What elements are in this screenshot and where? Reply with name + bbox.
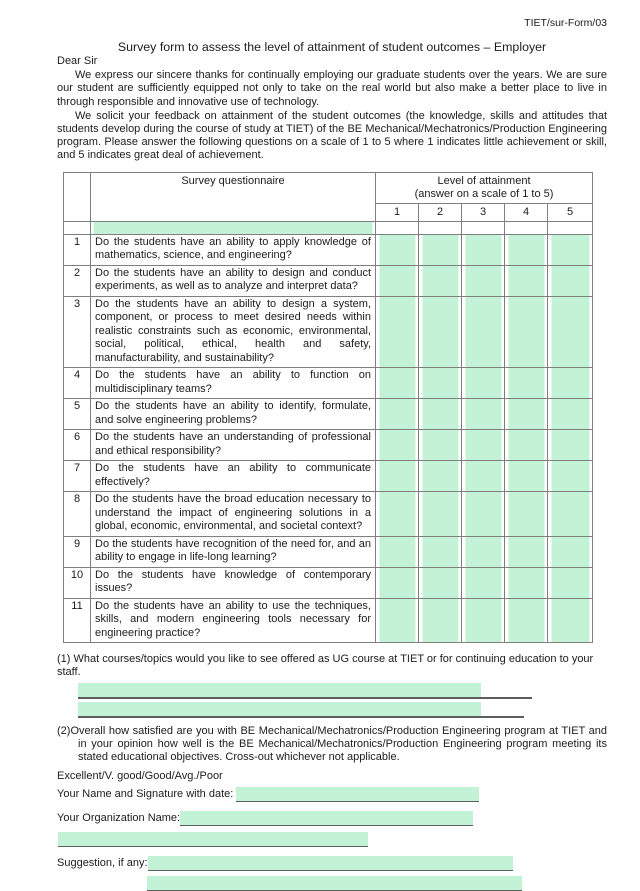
rating-cell-5[interactable] — [548, 399, 593, 430]
rating-cell-5[interactable] — [548, 296, 593, 368]
header-questionnaire: Survey questionnaire — [91, 172, 376, 221]
rating-cell-4[interactable] — [505, 234, 548, 265]
answer-field-1[interactable] — [78, 683, 481, 697]
rating-cell-2[interactable] — [419, 598, 462, 643]
strip-field[interactable] — [91, 221, 376, 234]
question-row — [64, 536, 593, 567]
question-text: Do the students have an understanding of professional and ethical responsibility? — [91, 430, 376, 461]
rating-cell-3[interactable] — [462, 265, 505, 296]
rating-cell-2[interactable] — [419, 461, 462, 492]
page-title: Survey form to assess the level of attainment of student outcomes – Employer — [117, 40, 547, 54]
rating-cell-4[interactable] — [505, 461, 548, 492]
rating-cell-1[interactable] — [376, 567, 419, 598]
question-text: Do the students have an ability to design a system, component, or process to meet desired needs within realistic constraints such as economic, environmental, social, political, ethical, health and safety, manufacturability, and sustainability? — [91, 296, 376, 368]
question-row — [64, 399, 593, 430]
scale-label-4: 4 — [505, 203, 548, 221]
highlight-strip-row — [64, 221, 593, 234]
question-text: Do the students have an ability to use the techniques, skills, and modern engineering tools necessary for engineering practice? — [91, 598, 376, 643]
organization-label: Your Organization Name: — [57, 812, 181, 825]
suggestion-field[interactable] — [148, 856, 513, 871]
question-number: 6 — [64, 430, 91, 461]
salutation: Dear Sir — [57, 55, 98, 67]
header-attainment-line2: (answer on a scale of 1 to 5) — [414, 188, 554, 201]
header-blank-cell — [64, 172, 91, 221]
rating-cell-5[interactable] — [548, 536, 593, 567]
question-2-prompt: (2)Overall how satisfied are you with BE Mechanical/Mechatronics/Production Engineering program at TIET and in your opinion how well is the BE Mechanical/Mechatronics/Production Engineering program meeting its stated educational objectives. Cross-out whichever not applicable. — [57, 724, 607, 763]
rating-cell-3[interactable] — [462, 598, 505, 643]
table-header-row — [64, 172, 593, 203]
rating-cell-1[interactable] — [376, 492, 419, 537]
question-number: 5 — [64, 399, 91, 430]
question-text: Do the students have the broad education necessary to understand the impact of engineering solutions in a global, economic, environmental, and societal context? — [91, 492, 376, 537]
rating-cell-1[interactable] — [376, 368, 419, 399]
header-attainment — [376, 172, 593, 203]
rating-cell-2[interactable] — [419, 430, 462, 461]
rating-cell-4[interactable] — [505, 399, 548, 430]
question-text: Do the students have knowledge of contemporary issues? — [91, 567, 376, 598]
question-row — [64, 492, 593, 537]
rating-cell-4[interactable] — [505, 296, 548, 368]
question-row — [64, 296, 593, 368]
question-text: Do the students have recognition of the need for, and an ability to engage in life-long learning? — [91, 536, 376, 567]
question-number: 3 — [64, 296, 91, 368]
rating-cell-1[interactable] — [376, 430, 419, 461]
name-signature-field[interactable] — [236, 787, 479, 802]
question-row — [64, 265, 593, 296]
rating-cell-4[interactable] — [505, 368, 548, 399]
question-text: Do the students have an ability to identify, formulate, and solve engineering problems? — [91, 399, 376, 430]
rating-cell-3[interactable] — [462, 461, 505, 492]
rating-cell-3[interactable] — [462, 567, 505, 598]
rating-cell-3[interactable] — [462, 368, 505, 399]
rating-cell-3[interactable] — [462, 492, 505, 537]
question-number: 7 — [64, 461, 91, 492]
rating-cell-5[interactable] — [548, 234, 593, 265]
rating-cell-5[interactable] — [548, 598, 593, 643]
question-row — [64, 598, 593, 643]
name-signature-row — [57, 787, 607, 802]
rating-cell-1[interactable] — [376, 399, 419, 430]
survey-table — [63, 172, 593, 644]
rating-cell-4[interactable] — [505, 430, 548, 461]
organization-field-continued[interactable] — [58, 832, 368, 847]
question-row — [64, 234, 593, 265]
question-1-answer-area — [78, 683, 607, 718]
answer-field-2[interactable] — [78, 702, 481, 716]
scale-label-3: 3 — [462, 203, 505, 221]
suggestion-row — [57, 856, 607, 871]
answer-line-1[interactable] — [78, 683, 532, 699]
form-reference-number: TIET/sur-Form/03 — [524, 17, 607, 29]
rating-cell-2[interactable] — [419, 265, 462, 296]
rating-cell-1[interactable] — [376, 461, 419, 492]
name-signature-label: Your Name and Signature with date: — [57, 788, 234, 801]
rating-cell-2[interactable] — [419, 234, 462, 265]
question-number: 1 — [64, 234, 91, 265]
rating-cell-2[interactable] — [419, 536, 462, 567]
question-row — [64, 368, 593, 399]
question-number: 9 — [64, 536, 91, 567]
rating-cell-2[interactable] — [419, 567, 462, 598]
question-number: 4 — [64, 368, 91, 399]
rating-cell-2[interactable] — [419, 399, 462, 430]
rating-options: Excellent/V. good/Good/Avg./Poor — [57, 770, 223, 783]
rating-cell-2[interactable] — [419, 492, 462, 537]
rating-cell-4[interactable] — [505, 265, 548, 296]
header-attainment-line1: Level of attainment — [437, 174, 531, 187]
question-text: Do the students have an ability to communicate effectively? — [91, 461, 376, 492]
rating-cell-3[interactable] — [462, 296, 505, 368]
scale-label-2: 2 — [419, 203, 462, 221]
question-text: Do the students have an ability to design and conduct experiments, as well as to analyze and interpret data? — [91, 265, 376, 296]
rating-cell-3[interactable] — [462, 536, 505, 567]
rating-cell-3[interactable] — [462, 399, 505, 430]
rating-cell-5[interactable] — [548, 567, 593, 598]
rating-cell-1[interactable] — [376, 598, 419, 643]
organization-field[interactable] — [180, 811, 473, 826]
rating-cell-1[interactable] — [376, 296, 419, 368]
question-number: 11 — [64, 598, 91, 643]
rating-cell-2[interactable] — [419, 296, 462, 368]
question-row — [64, 430, 593, 461]
rating-cell-5[interactable] — [548, 368, 593, 399]
rating-cell-1[interactable] — [376, 234, 419, 265]
intro-paragraph-1: We express our sincere thanks for continually employing our graduate students over the years. We are sure our student are sufficiently equipped not only to take on the real world but also make a better place to live in through responsible and innovative use of technology. — [57, 69, 607, 108]
question-number: 2 — [64, 265, 91, 296]
suggestion-label: Suggestion, if any: — [57, 857, 148, 870]
question-row — [64, 567, 593, 598]
rating-cell-3[interactable] — [462, 234, 505, 265]
answer-line-2[interactable] — [78, 702, 524, 718]
organization-row — [57, 811, 607, 826]
rating-cell-1[interactable] — [376, 265, 419, 296]
suggestion-field-continued[interactable] — [147, 876, 522, 891]
question-number: 10 — [64, 567, 91, 598]
question-text: Do the students have an ability to apply knowledge of mathematics, science, and engineering? — [91, 234, 376, 265]
rating-cell-4[interactable] — [505, 492, 548, 537]
scale-label-5: 5 — [548, 203, 593, 221]
rating-cell-3[interactable] — [462, 430, 505, 461]
rating-cell-5[interactable] — [548, 265, 593, 296]
question-text: Do the students have an ability to function on multidisciplinary teams? — [91, 368, 376, 399]
rating-cell-2[interactable] — [419, 368, 462, 399]
rating-cell-5[interactable] — [548, 492, 593, 537]
question-number: 8 — [64, 492, 91, 537]
rating-cell-5[interactable] — [548, 430, 593, 461]
rating-cell-1[interactable] — [376, 536, 419, 567]
rating-cell-4[interactable] — [505, 567, 548, 598]
rating-cell-4[interactable] — [505, 598, 548, 643]
rating-cell-5[interactable] — [548, 461, 593, 492]
question-1-prompt: (1) What courses/topics would you like to see offered as UG course at TIET or for continuing education to your staff. — [57, 653, 594, 679]
strip-blank-cell — [64, 221, 91, 234]
rating-cell-4[interactable] — [505, 536, 548, 567]
scale-label-1: 1 — [376, 203, 419, 221]
intro-paragraph-2: We solicit your feedback on attainment of the student outcomes (the knowledge, skills and attitudes that students develop during the course of study at TIET) of the BE Mechanical/Mechatronics/Production Engineering program. Please answer the following questions on a scale of 1 to 5 where 1 indicates little achievement or skill, and 5 indicates great deal of achievement. — [57, 109, 607, 162]
question-row — [64, 461, 593, 492]
